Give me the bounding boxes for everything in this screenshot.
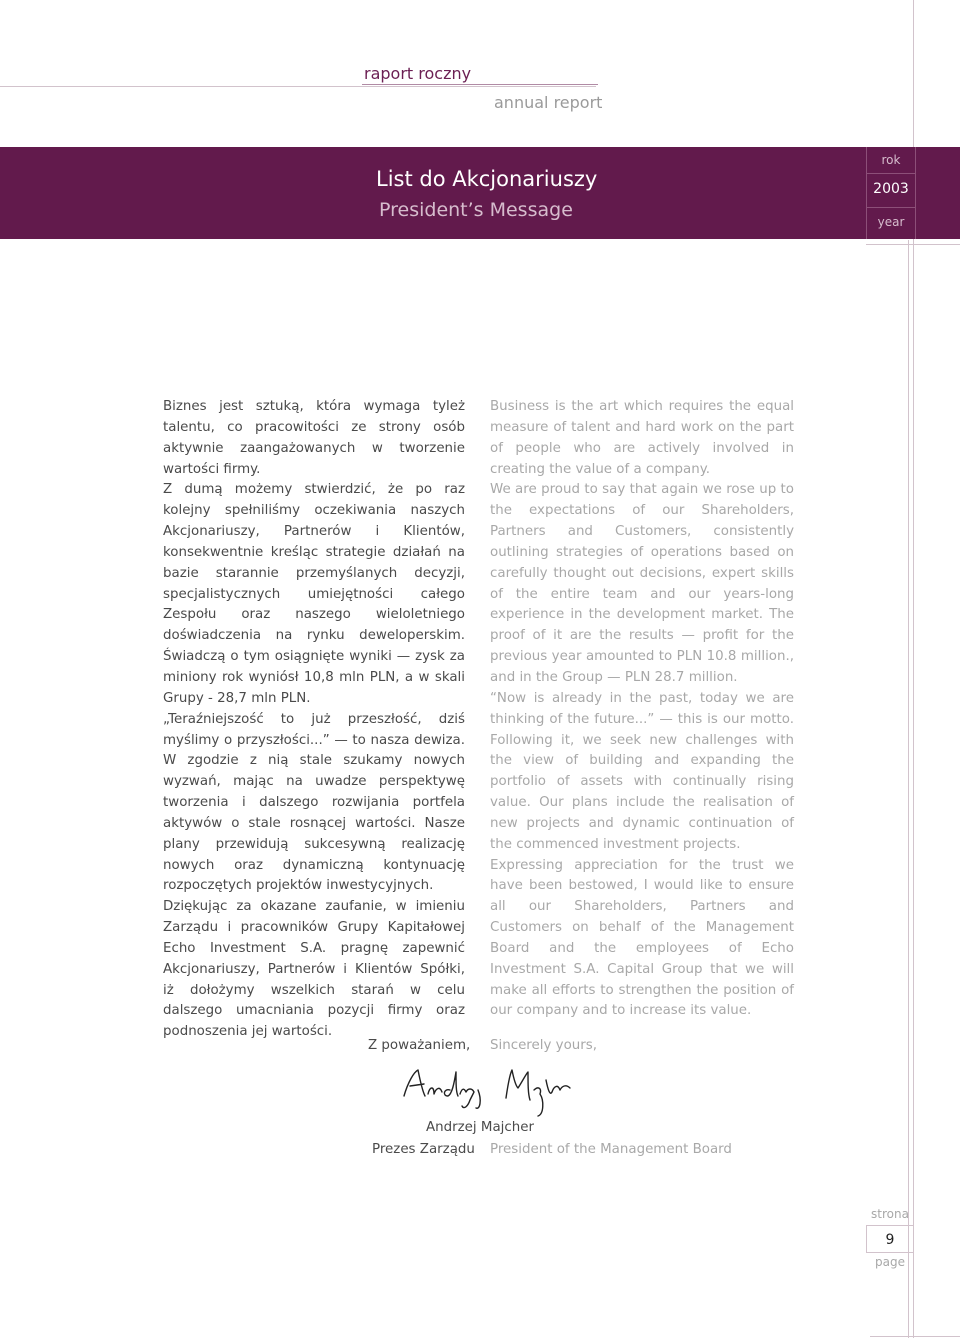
header-title-en: annual report [494, 93, 603, 112]
paragraph-en-2: We are proud to say that again we rose up to the expectations of our Shareholders, Partners and Customers, consistently outlining strategies of operations based on carefully thought out decisions, expert skills of the entire team and our years-long experience in the development market. The proof of it are the results — profit for the previous year amounted to PLN 10.8 million., and in the Group — PLN 28.7 million. [490, 482, 794, 685]
paragraph-pl-3: „Teraźniejszość to już przeszłość, dziś myślimy o przyszłości...” — to nasza dewiza. W zgodzie z nią stale szukamy nowych wyzwań, mając na uwadze perspektywę tworzenia i dalszego rozwijania portfela aktywów o stale rosnącej wartości. Nasze plany przewidują sukcesywną realizację nowych oraz dynamiczną kontynuację rozpoczętych projektów inwestycyjnych. [163, 711, 465, 894]
banner-title-en: President’s Message [379, 199, 573, 221]
header-title-pl: raport roczny [364, 64, 472, 83]
signatory-name: Andrzej Majcher [426, 1120, 534, 1135]
paragraph-pl-2: Z dumą możemy stwierdzić, że po raz kolejny spełniliśmy oczekiwania naszych Akcjonariuszy, Partnerów i Klientów, konsekwentnie kreśląc strategie działań na bazie starannie przemyślanych decyzji, specjalistycznych umiejętności całego Zespołu oraz naszego wieloletniego doświadczenia na rynku deweloperskim. Świadczą o tym osiągnięte wyniki — zysk za miniony rok wyniósł 10,8 mln PLN, a w skali Grupy - 28,7 mln PLN. [163, 482, 465, 706]
header-rule-short [362, 84, 598, 85]
paragraph-en-1: Business is the art which requires the equal measure of talent and hard work on the part of people who are actively involved in creating the value of a company. [490, 399, 794, 477]
paragraph-pl-4: Dziękując za okazane zaufanie, w imieniu Zarządu i pracowników Grupy Kapitałowej Echo Investment S.A. pragnę zapewnić Akcjonariuszy, Partnerów i Klientów Spółki, iż dołożymy wszelkich starań w celu dalszego umacniania pozycji firmy oraz podnoszenia jej wartości. [163, 899, 465, 1040]
regards-en: Sincerely yours, [490, 1038, 598, 1053]
paragraph-en-3: “Now is already in the past, today we are thinking of the future...” — this is our motto. Following it, we seek new challenges with the view of building and expanding the portfolio of assets with continually rising value. Our plans include the realisation of new projects and dynamic continuation of the commenced investment projects. [490, 690, 794, 852]
signatory-position-en: President of the Management Board [490, 1142, 732, 1157]
page-label-pl: strona [871, 1207, 909, 1221]
banner-bottom-rule [866, 244, 960, 245]
paragraph-en-4: Expressing appreciation for the trust we have been bestowed, I would like to ensure all our Shareholders, Partners and Customers on behalf of the Management Board and the employees of Echo Investment S.A. Capital Group that we will make all efforts to strengthen the position of our company and to increase its value. [490, 857, 794, 1019]
banner-title-pl: List do Akcjonariuszy [376, 167, 598, 191]
page-number: 9 [885, 1232, 895, 1248]
year-value: 2003 [873, 181, 909, 197]
title-banner [0, 147, 960, 239]
right-rule-inner [908, 240, 909, 1338]
letter-body-pl [163, 397, 465, 1043]
handwritten-signature [398, 1060, 578, 1120]
paragraph-pl-1: Biznes jest sztuką, która wymaga tyleż talentu, co pracowitości ze strony osób aktywnie zaangażowanych w tworzenie wartości firmy. [163, 399, 465, 477]
footer-rule [870, 1336, 960, 1337]
year-box [866, 147, 916, 239]
letter-body-en [490, 397, 794, 1022]
page-number-box [866, 1203, 914, 1273]
year-divider-bottom [867, 207, 915, 208]
year-label-pl: rok [881, 153, 901, 167]
regards-pl: Z poważaniem, [368, 1038, 471, 1053]
year-label-en: year [877, 215, 905, 229]
year-divider-top [867, 173, 915, 174]
page-label-en: page [875, 1255, 905, 1269]
header-rule [0, 86, 596, 87]
signatory-position-pl: Prezes Zarządu [372, 1142, 475, 1157]
